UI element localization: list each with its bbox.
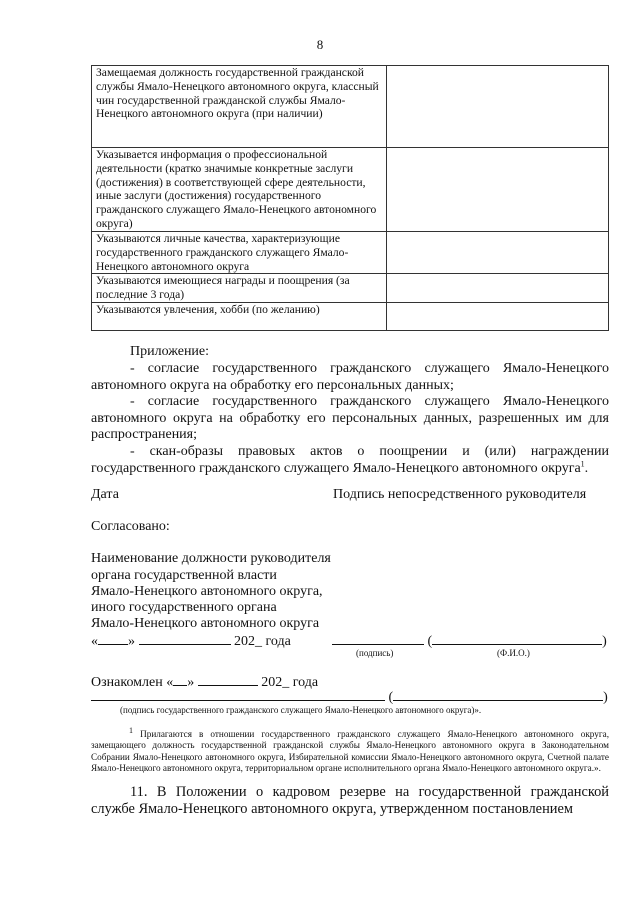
attachment-item-consent-distribution: - согласие государственного гражданского служащего Ямало-Ненецкого автономного округа на обработку его персональных данных, разрешенных им для распространения;	[91, 394, 609, 443]
paren-close: )	[602, 634, 607, 649]
paren-close: )	[603, 690, 608, 705]
head-title-line: иного государственного органа	[91, 600, 277, 615]
table-cell-hobbies: Указываются увлечения, хобби (по желанию)	[92, 302, 387, 330]
paragraph-11: 11. В Положении о кадровом резерве на государственной гражданской службе Ямало-Ненецкого автономного округа, утвержденном постановлением	[91, 784, 609, 817]
table-row	[92, 232, 609, 274]
year-label: 202_ года	[261, 675, 319, 690]
attachment-item-consent: - согласие государственного гражданского служащего Ямало-Ненецкого автономного округа на обработку его персональных данных;	[91, 361, 609, 393]
quote-close: »	[187, 675, 195, 690]
attachment-item-scans-end: .	[584, 460, 589, 476]
agreed-label: Согласовано:	[91, 519, 170, 534]
employee-fio-blank[interactable]	[393, 688, 603, 701]
footnote-mark: 1	[580, 458, 585, 468]
attachment-item-scans	[91, 444, 609, 477]
date-label: Дата	[91, 487, 119, 502]
footnote-number: 1	[129, 725, 133, 735]
table-cell-personal-qualities: Указываются личные качества, характеризующие государственного гражданского служащего Ямало-Ненецкого автономного округа	[92, 232, 387, 274]
attachment-item-scans-text: - скан-образы правовых актов о поощрении и (или) награждении государственного гражданского служащего Ямало-Ненецкого автономного округа	[91, 444, 609, 476]
paren-open: (	[388, 690, 394, 705]
attachment-heading: Приложение:	[130, 344, 210, 359]
employee-signature-line	[91, 688, 608, 706]
quote-open: «	[91, 634, 98, 649]
table-row	[92, 302, 609, 330]
table-cell-value[interactable]	[387, 232, 609, 274]
table-cell-value[interactable]	[387, 302, 609, 330]
head-title-line: Ямало-Ненецкого автономного округа,	[91, 584, 323, 599]
signature-hint: (подпись)	[356, 648, 394, 658]
table-row	[92, 148, 609, 232]
head-title-line: Ямало-Ненецкого автономного округа	[91, 616, 320, 631]
year-label: 202_ года	[234, 634, 291, 649]
table-cell-position: Замещаемая должность государственной гражданской службы Ямало-Ненецкого автономного округа, классный чин государственной гражданской службы Ямало-Ненецкого автономного округа (при наличии)	[92, 66, 387, 148]
table-row	[92, 274, 609, 303]
fio-blank[interactable]	[432, 632, 602, 645]
table-cell-value[interactable]	[387, 66, 609, 148]
fio-hint: (Ф.И.О.)	[497, 648, 530, 658]
table-cell-awards: Указываются имеющиеся награды и поощрения (за последние 3 года)	[92, 274, 387, 303]
signature-blank[interactable]	[332, 632, 424, 645]
table-cell-professional-activity: Указывается информация о профессиональной деятельности (кратко значимые конкретные заслуги (достижения) в соответствующей сфере деятельности, иные заслуги (достижения) государственного гражданского служащего Ямало-Ненецкого автономного округа)	[92, 148, 387, 232]
quote-close: »	[128, 634, 135, 649]
day-blank[interactable]	[173, 673, 187, 686]
familiarized-label: Ознакомлен	[91, 675, 163, 690]
signature-label: Подпись непосредственного руководителя	[333, 487, 587, 502]
employee-signature-blank[interactable]	[91, 688, 385, 701]
month-blank[interactable]	[198, 673, 258, 686]
head-title-line: Наименование должности руководителя	[91, 551, 331, 566]
month-blank[interactable]	[139, 632, 231, 645]
characteristics-table	[91, 65, 609, 331]
approval-date-line	[91, 632, 291, 650]
page-number: 8	[316, 37, 324, 52]
table-cell-value[interactable]	[387, 274, 609, 303]
employee-signature-hint: (подпись государственного гражданского служащего Ямало-Ненецкого автономного округа)».	[120, 705, 482, 715]
paren-open: (	[427, 634, 433, 649]
table-cell-value[interactable]	[387, 148, 609, 232]
table-row	[92, 66, 609, 148]
footnote	[91, 725, 609, 775]
day-blank[interactable]	[98, 632, 128, 645]
head-title-line: органа государственной власти	[91, 568, 277, 583]
quote-open: «	[166, 675, 174, 690]
footnote-text: Прилагаются в отношении государственного гражданского служащего Ямало-Ненецкого автономного округа, замещающего должность государственной гражданской службы Ямало-Ненецкого автономного округа в Законодательном Собрании Ямало-Ненецкого автономного округа, Избирательной комиссии Ямало-Ненецкого автономного округа, Счетной палате Ямало-Ненецкого автономного округа, территориальном органе исполнительного органа Ямало-Ненецкого автономного округа.».	[91, 729, 609, 774]
